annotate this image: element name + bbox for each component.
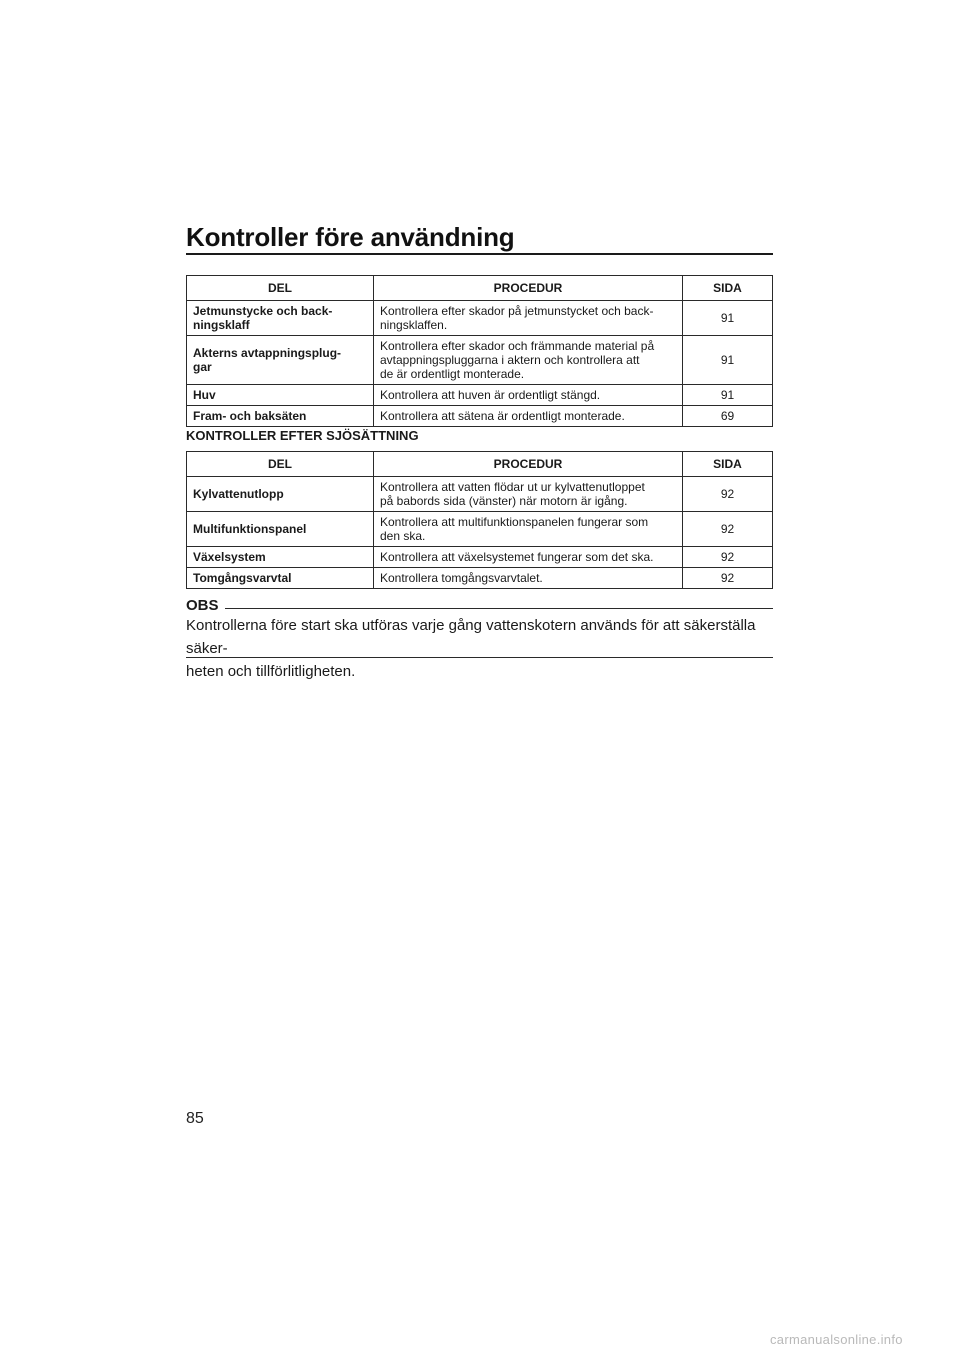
note-label: OBS [186, 597, 219, 614]
table-header-row [187, 452, 773, 477]
column-header-page: SIDA [683, 452, 773, 477]
column-header-part: DEL [187, 276, 374, 301]
table-header-row [187, 276, 773, 301]
page-cell: 91 [683, 385, 773, 406]
table-row [187, 547, 773, 568]
part-cell: Jetmunstycke och back- ningsklaff [187, 301, 374, 336]
table-row [187, 568, 773, 589]
procedure-cell: Kontrollera att multifunktionspanelen fungerar som den ska. [374, 512, 683, 547]
page-title: Kontroller före användning [186, 222, 515, 252]
title-divider [186, 253, 773, 255]
pre-operation-checks-table [186, 275, 773, 427]
part-cell: Fram- och baksäten [187, 406, 374, 427]
page-cell: 92 [683, 512, 773, 547]
procedure-cell: Kontrollera att sätena är ordentligt monterade. [374, 406, 683, 427]
page-cell: 92 [683, 547, 773, 568]
part-cell: Kylvattenutlopp [187, 477, 374, 512]
table-row [187, 512, 773, 547]
table-row [187, 385, 773, 406]
table-row [187, 477, 773, 512]
page-number: 85 [186, 1110, 204, 1127]
procedure-cell: Kontrollera efter skador på jetmunstycket och back- ningsklaffen. [374, 301, 683, 336]
part-cell: Huv [187, 385, 374, 406]
note-bottom-rule [186, 657, 773, 658]
page-cell: 92 [683, 477, 773, 512]
procedure-cell: Kontrollera tomgångsvarvtalet. [374, 568, 683, 589]
table-row [187, 336, 773, 385]
page-cell: 91 [683, 301, 773, 336]
part-cell: Multifunktionspanel [187, 512, 374, 547]
column-header-procedure: PROCEDUR [374, 452, 683, 477]
table-row [187, 406, 773, 427]
table-row [187, 301, 773, 336]
note-text: Kontrollerna före start ska utföras varje gång vattenskotern används för att säkerställa säker- heten och tillförlitligheten. [186, 617, 756, 680]
note-top-rule [225, 608, 773, 609]
part-cell: Tomgångsvarvtal [187, 568, 374, 589]
procedure-cell: Kontrollera efter skador och främmande material på avtappningspluggarna i aktern och kontrollera att de är ordentligt monterade. [374, 336, 683, 385]
column-header-procedure: PROCEDUR [374, 276, 683, 301]
column-header-part: DEL [187, 452, 374, 477]
watermark: carmanualsonline.info [770, 1332, 903, 1347]
procedure-cell: Kontrollera att huven är ordentligt stängd. [374, 385, 683, 406]
section-heading: KONTROLLER EFTER SJÖSÄTTNING [186, 428, 419, 443]
page-cell: 92 [683, 568, 773, 589]
column-header-page: SIDA [683, 276, 773, 301]
page-cell: 69 [683, 406, 773, 427]
procedure-cell: Kontrollera att växelsystemet fungerar som det ska. [374, 547, 683, 568]
procedure-cell: Kontrollera att vatten flödar ut ur kylvattenutloppet på babords sida (vänster) när motorn är igång. [374, 477, 683, 512]
part-cell: Växelsystem [187, 547, 374, 568]
post-launch-checks-table [186, 451, 773, 589]
page-cell: 91 [683, 336, 773, 385]
part-cell: Akterns avtappningsplug- gar [187, 336, 374, 385]
